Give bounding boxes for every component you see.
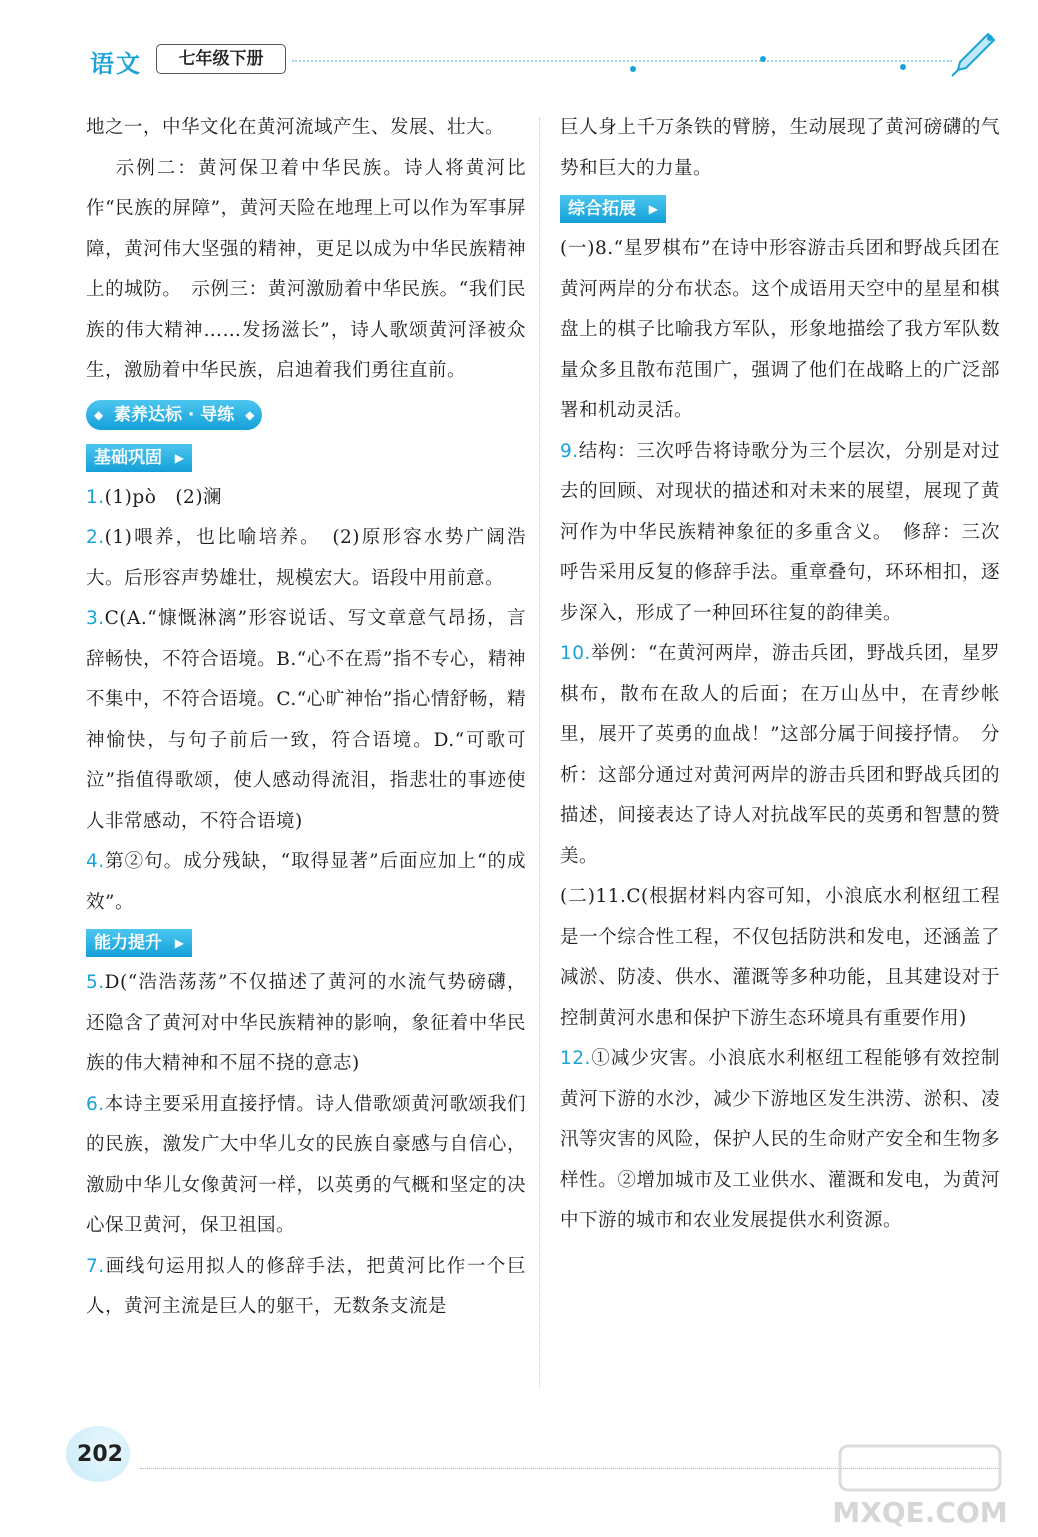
answer-text: D(“浩浩荡荡”不仅描述了黄河的水流气势磅礴，还隐含了黄河对中华民族精神的影响，象征着中华民族的伟大精神和不屈不挠的意志) xyxy=(86,972,526,1074)
answer-text: ①减少灾害。小浪底水利枢纽工程能够有效控制黄河下游的水沙，减少下游地区发生洪涝、淤积、凌汛等灾害的风险，保护人民的生命财产安全和生物多样性。②增加城市及工业供水、灌溉和发电，为黄河中下游的城市和农业发展提供水利资源。 xyxy=(560,1048,1000,1231)
subject-label: 语文 xyxy=(90,50,142,78)
header-dot xyxy=(760,56,766,62)
grade-label: 七年级下册 xyxy=(156,44,286,74)
section-tag-basic: 基础巩固 ▶ xyxy=(86,444,192,472)
paragraph: 地之一，中华文化在黄河流域产生、发展、壮大。 xyxy=(86,117,505,138)
question-number: 3. xyxy=(86,608,105,629)
answer-12 xyxy=(560,1039,1000,1242)
answer-text: (1)喂养，也比喻培养。 (2)原形容水势广阔浩大。后形容声势雄壮，规模宏大。语段中用前意。 xyxy=(86,527,526,589)
question-number: 1. xyxy=(86,486,105,508)
answer-3 xyxy=(86,599,526,842)
watermark-icon xyxy=(820,1440,1020,1530)
header-dot xyxy=(900,64,906,70)
right-column xyxy=(560,108,1000,1242)
header-dotted-line xyxy=(292,60,952,62)
answer-text: “星罗棋布”在诗中形容游击兵团和野战兵团在黄河两岸的分布状态。这个成语用天空中的星星和棋盘上的棋子比喻我方军队，形象地描绘了我方军队数量众多且散布范围广，强调了他们在战略上的广泛部署和机动灵活。 xyxy=(560,238,1000,421)
header-dot xyxy=(630,66,636,72)
paragraph: 巨人身上千万条铁的臂膀，生动展现了黄河磅礴的气势和巨大的力量。 xyxy=(560,117,1000,179)
page-number: 202 xyxy=(77,1442,123,1467)
pen-icon xyxy=(948,30,998,80)
answer-text: (1)pò (2)澜 xyxy=(104,486,223,508)
answer-text: 第②句。成分残缺，“取得显著”后面应加上“的成效”。 xyxy=(86,851,526,913)
answer-7 xyxy=(86,1247,526,1328)
question-number: 5. xyxy=(86,972,105,993)
answer-text: 本诗主要采用直接抒情。诗人借歌颂黄河歌颂我们的民族，激发广大中华儿女的民族自豪感与自信心，激励中华儿女像黄河一样，以英勇的气概和坚定的决心保卫黄河，保卫祖国。 xyxy=(86,1093,526,1236)
left-column xyxy=(86,108,526,1328)
section-tag-extension: 综合拓展 ▶ xyxy=(560,195,666,223)
question-number: 9. xyxy=(560,440,579,462)
answer-10 xyxy=(560,634,1000,877)
question-number: (一)8. xyxy=(560,238,614,259)
question-number: (二)11. xyxy=(560,886,627,907)
answer-text: 结构：三次呼告将诗歌分为三个层次，分别是对过去的回顾、对现状的描述和对未来的展望，展现了黄河作为中华民族精神象征的多重含义。 修辞：三次呼告采用反复的修辞手法。重章叠句，环环相扣，逐步深入，形成了一种回环往复的韵律美。 xyxy=(560,440,1000,624)
answer-8 xyxy=(560,229,1000,432)
answer-text: 画线句运用拟人的修辞手法，把黄河比作一个巨人，黄河主流是巨人的躯干，无数条支流是 xyxy=(86,1255,526,1317)
answer-1 xyxy=(86,478,526,519)
question-number: 7. xyxy=(86,1255,105,1277)
column-divider xyxy=(539,118,540,1388)
answer-text: 举例：“在黄河两岸，游击兵团，野战兵团，星罗棋布，散布在敌人的后面；在万山丛中，在青纱帐里，展开了英勇的血战！”这部分属于间接抒情。 分析：这部分通过对黄河两岸的游击兵团和野战兵团的描述，间接表达了诗人对抗战军民的英勇和智慧的赞美。 xyxy=(560,643,1000,867)
answer-9 xyxy=(560,432,1000,635)
section-tag-ability: 能力提升 ▶ xyxy=(86,929,192,957)
answer-6 xyxy=(86,1085,526,1247)
section-banner: ◆ 素养达标 · 导练 ◆ xyxy=(86,400,262,430)
question-number: 6. xyxy=(86,1093,105,1115)
question-number: 10. xyxy=(560,643,591,664)
answer-text: C(根据材料内容可知，小浪底水利枢纽工程是一个综合性工程，不仅包括防洪和发电，还涵盖了减淤、防凌、供水、灌溉等多种功能，且其建设对于控制黄河水患和保护下游生态环境具有重要作用) xyxy=(560,886,1001,1029)
question-number: 12. xyxy=(560,1048,591,1069)
answer-4 xyxy=(86,842,526,923)
answer-5 xyxy=(86,963,526,1085)
answer-11 xyxy=(560,877,1000,1039)
watermark-logo xyxy=(820,1440,1020,1530)
question-number: 4. xyxy=(86,851,105,872)
page-header xyxy=(0,0,1038,90)
answer-2 xyxy=(86,518,526,599)
watermark-text: MXQE.COM xyxy=(832,1496,1008,1529)
answer-text: C(A.“慷慨淋漓”形容说话、写文章意气昂扬，言辞畅快，不符合语境。B.“心不在焉”指不专心，精神不集中，不符合语境。C.“心旷神怡”指心情舒畅，精神愉快，与句子前后一致，符合语境。D.“可歌可泣”指值得歌颂，使人感动得流泪，指悲壮的事迹使人非常感动，不符合语境) xyxy=(86,608,526,832)
question-number: 2. xyxy=(86,527,105,548)
paragraph: 示例二：黄河保卫着中华民族。诗人将黄河比作“民族的屏障”，黄河天险在地理上可以作为军事屏障，黄河伟大坚强的精神，更足以成为中华民族精神上的城防。 示例三：黄河激励着中华民族。“我们民族的伟大精神……发扬滋长”，诗人歌颂黄河泽被众生，激励着中华民族，启迪着我们勇往直前。 xyxy=(86,157,526,381)
